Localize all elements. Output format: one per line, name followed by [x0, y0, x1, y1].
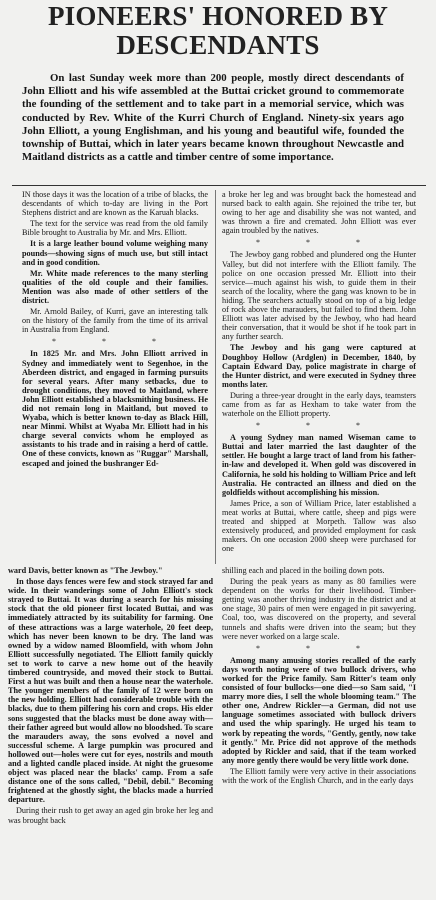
article-paragraph: During their rush to get away an aged gin broke her leg and was brought back: [8, 806, 213, 825]
headline: PIONEERS' HONORED BY DESCENDANTS: [47, 1, 389, 60]
article-paragraph: Mr. White made references to the many sterling qualities of the old couple and their families. Mention was also made of other settlers of the district.: [22, 268, 208, 306]
article-paragraph: In those days fences were few and stock strayed far and wide. In their wanderings some of John Elliott's stock strayed to Buttai. It was during a search for his missing stock that the old pioneer first located Buttai, and was immediately attracted by its suitability for farming. One of these attractions was a large waterhole, 20 feet deep, which has never been known to be dry. The land was owned by a widow named Bloomfield, with whom John Elliott successfully negotiated. The Elliott family quickly set to work to carve a new home out of the heavily timbered countryside, and moved their stock to Buttai. First a hut was built and then a house near the waterhole. The younger members of the family of 12 were born on the new holding. Elliott had considerable trouble with the blacks, due to them pilfering his corn and crops. His elder sons suggested that the blacks must be done away with—their father agreed but would allow no bloodshed. To scare the marauders away, the sons evolved a novel and successful scheme. A large pumpkin was procured and hollowed out—holes were cut for eyes, nostrils and mouth and a lighted candle placed inside. At night the gruesome object was placed near the blacks' camp. From a safe distance one of the sons called, "Debil, debil." Becoming frightened at the ghostly sight, the blacks made a hurried departure.: [8, 577, 213, 805]
article-paragraph: ward Davis, better known as "The Jewboy.": [8, 566, 163, 575]
column-divider: [215, 190, 216, 564]
section-separator: * * *: [256, 238, 382, 248]
article-paragraph: IN those days it was the location of a tribe of blacks, the descendants of which to-day are living in the Port Stephens district and are known as the Karuah blacks.: [22, 190, 208, 218]
article-paragraph: The text for the service was read from the old family Bible brought to Australia by Mr. and Mrs. Elliott.: [22, 219, 208, 238]
section-separator: * * *: [256, 643, 382, 653]
article-paragraph: Mr. Arnold Bailey, of Kurri, gave an interesting talk on the history of the family from the time of its arrival in Australia from England.: [22, 307, 208, 335]
article-paragraph: The Elliott family were very active in their associations with the work of the English Church, and in the early days: [222, 766, 416, 785]
article-paragraph: During a three-year drought in the early days, teamsters came from as far as Hexham to take water from the waterhole on the Elliott property.: [222, 390, 416, 419]
left-column-upper: [22, 190, 208, 560]
article-paragraph: Among many amusing stories recalled of the early days worth noting were of two bullock drivers, who worked for the Price family. Sam Ritter's team only consisted of four bullocks—one died—so Sam said, "I marry more dies, I sell the whole blooming team." The other one, Andrew Rickler—a German, did not use language sometimes associated with bullock drivers and used the whip sparingly. He urged his team to work by repeating the words, "Gently, gently, now take it gently." Mr. Price did not approve of the methods adopted by Rickler and said, that if the team worked any more gently there would be very little work done.: [222, 655, 416, 765]
article-paragraph: The Jewboy gang robbed and plundered ong the Hunter Valley, but did not interfere with the Elliott family. The police on one occasion pressed Mr. Elliott into their service—much against his wish, to guide them in their search of the locality, where the gang was known to be in hiding. The searchers actually stood on top of a big ledge of rock above the marauders, but failed to find them. John Elliott was later advised by the Jewboy, who had heard their conversation, that it would be shot if he took part in any further search.: [222, 250, 416, 342]
article-paragraph: In 1825 Mr. and Mrs. John Elliott arrived in Sydney and immediately went to Segenhoe, in the Aberdeen district, and engaged in farming pursuits for several years. After many setbacks, due to drought conditions, they moved to Maitland, where John Elliott established a blacksmithing business. He did not remain long in Maitland, but moved to Wyaba, which is better known to-day as Black Hill, near Minmi. Whilst at Wyaba Mr. Elliott had in his charge several convicts whom he employed as assistants to his trade and in raising a herd of cattle. One of these convicts, known as "Ruggar" Marshall, escaped and joined the bushranger Ed-: [22, 349, 208, 468]
intro-paragraph: On last Sunday week more than 200 people, mostly direct descendants of John Elliott and his wife assembled at the Buttai cricket ground to commemorate the founding of the settlement and to take part in a memorial service, which was conducted by Rev. White of the Kurri Church of England. Ninety-six years ago John Elliott, a young Englishman, and his young and beautiful wife, founded the township of Buttai, which in later years became known throughout Newcastle and Maitland districts as a cattle and timber centre of some importance.: [22, 72, 404, 164]
article-paragraph: The Jewboy and his gang were captured at Doughboy Hollow (Ardglen) in December, 1840, by Captain Edward Day, police magistrate in charge of the Hunter district, and were executed in Sydney three months later.: [222, 343, 416, 389]
article-paragraph: It is a large leather bound volume weighing many pounds—showing signs of much use, but still intact and in good condition.: [22, 239, 208, 267]
section-separator: * * *: [256, 421, 382, 431]
article-paragraph: A young Sydney man named Wiseman came to Buttai and later married the last daughter of the settler. He bought a large tract of land from his father-in-law and developed it. When gold was discovered in California, he sold his holding to William Price and left Australia. He contracted an illness and died on the goldfields without accomplishing his mission.: [222, 433, 416, 497]
right-column-upper: [222, 190, 416, 564]
article-paragraph: a broke her leg and was brought back the homestead and nursed back to ealth again. She rejoined the tribe ter, but owing to her age and disability she was not wanted, and was thrown a fire and cremated. John Elliott was ever again troubled by the natives.: [222, 190, 416, 236]
article-paragraph: James Price, a son of William Price, later established a meat works at Buttai, where cattle, sheep and pigs were treated and shipped at Morpeth. Tallow was also extensively produced, and provided employment for cask makers. On one occasion 2000 sheep were purchased for one: [222, 498, 416, 554]
right-column-lower: [222, 566, 416, 898]
article-paragraph: shilling each and placed in the boiling down pots.: [222, 566, 385, 575]
article-paragraph: During the peak years as many as 80 families were dependent on the works for their livelihood. Timber-getting was another thriving industry in the district and at one stage, 30 pairs of men were engaged in pit sawyering. Coal, too, was discovered on the property, and several tunnels and shafts were driven into the seam; but they were never worked on a large scale.: [222, 577, 416, 641]
section-separator: * * *: [52, 337, 178, 347]
headline-rule: [12, 185, 426, 186]
left-column-lower: [8, 566, 213, 898]
